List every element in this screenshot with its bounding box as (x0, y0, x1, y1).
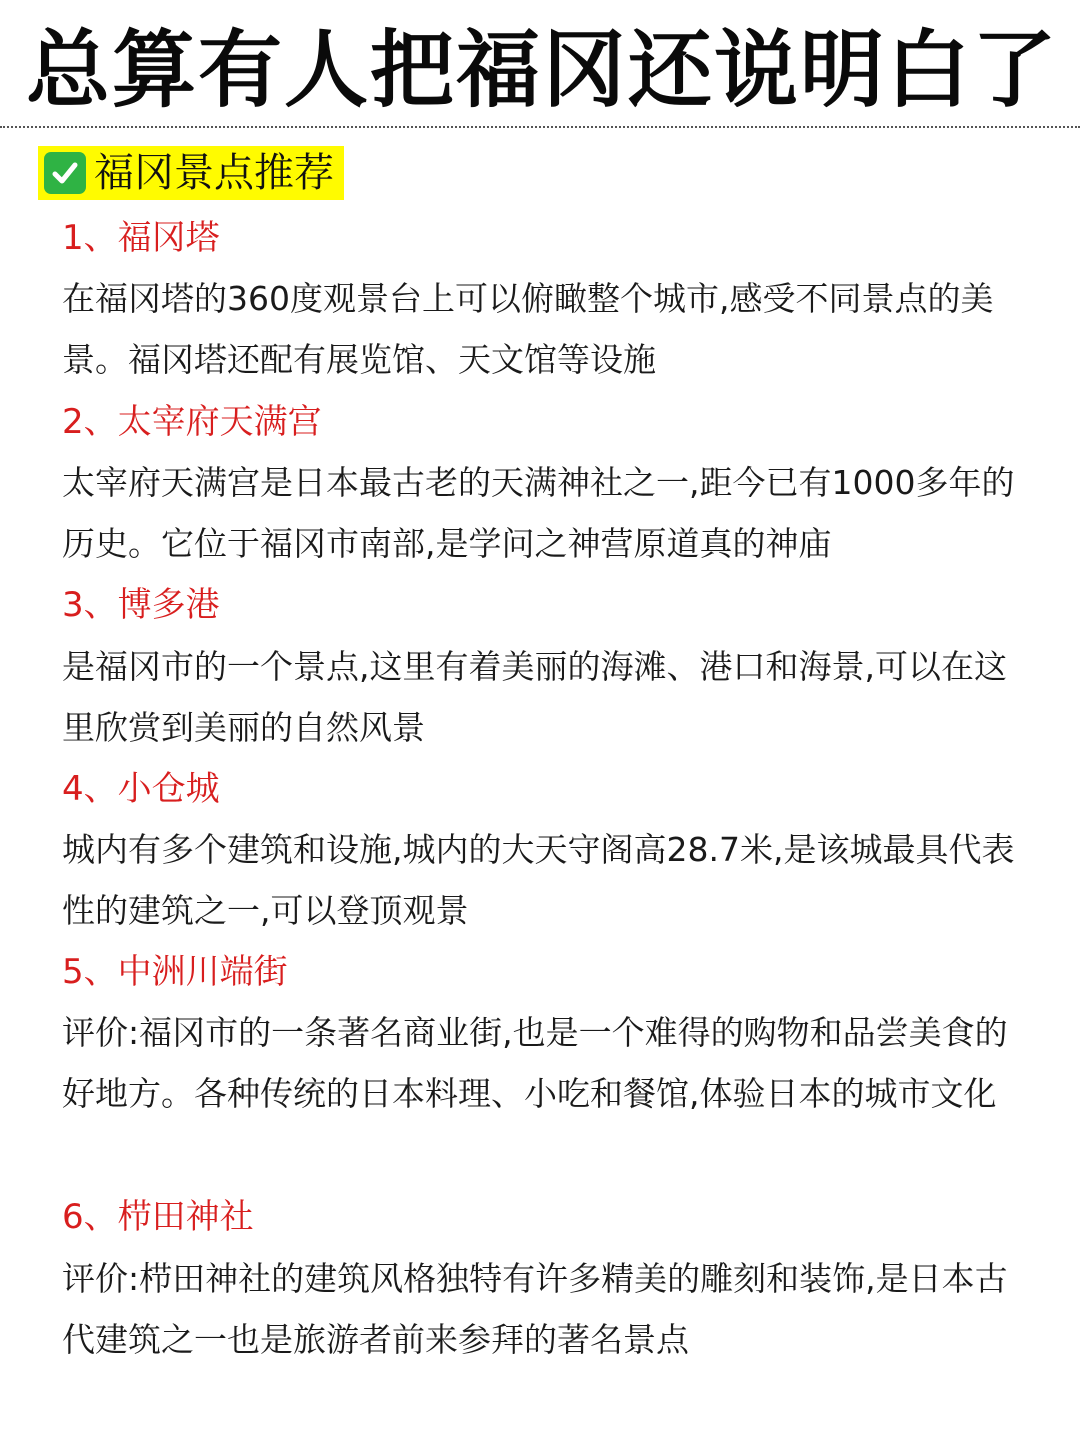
item-body-5: 评价:福冈市的一条著名商业街,也是一个难得的购物和品尝美食的好地方。各种传统的日本料理、小吃和餐馆,体验日本的城市文化 (62, 1013, 1008, 1113)
item-title-5: 5、中洲川端街 (62, 952, 288, 992)
item-body-4: 城内有多个建筑和设施,城内的大天守阁高28.7米,是该城最具代表性的建筑之一,可以登顶观景 (62, 830, 1015, 930)
item-title-4: 4、小仓城 (62, 769, 220, 809)
section-header (38, 146, 344, 200)
item-title-2: 2、太宰府天满宫 (62, 402, 322, 442)
item-body-3: 是福冈市的一个景点,这里有着美丽的海滩、港口和海景,可以在这里欣赏到美丽的自然风景 (62, 647, 1007, 747)
item-body-6: 评价:栉田神社的建筑风格独特有许多精美的雕刻和装饰,是日本古代建筑之一也是旅游者前来参拜的著名景点 (62, 1259, 1008, 1359)
item-body-2: 太宰府天满宫是日本最古老的天满神社之一,距今已有1000多年的历史。它位于福冈市南部,是学问之神营原道真的神庙 (62, 463, 1015, 563)
dotted-divider (0, 126, 1080, 128)
item-title-1: 1、福冈塔 (62, 218, 220, 258)
page-title: 总算有人把福冈还说明白了 (26, 21, 1059, 119)
item-title-3: 3、博多港 (62, 585, 220, 625)
section-heading: 福冈景点推荐 (94, 150, 334, 196)
item-body-1: 在福冈塔的360度观景台上可以俯瞰整个城市,感受不同景点的美景。福冈塔还配有展览馆、天文馆等设施 (62, 279, 994, 379)
check-mark-button-icon (44, 152, 86, 194)
item-title-6: 6、栉田神社 (62, 1197, 254, 1237)
